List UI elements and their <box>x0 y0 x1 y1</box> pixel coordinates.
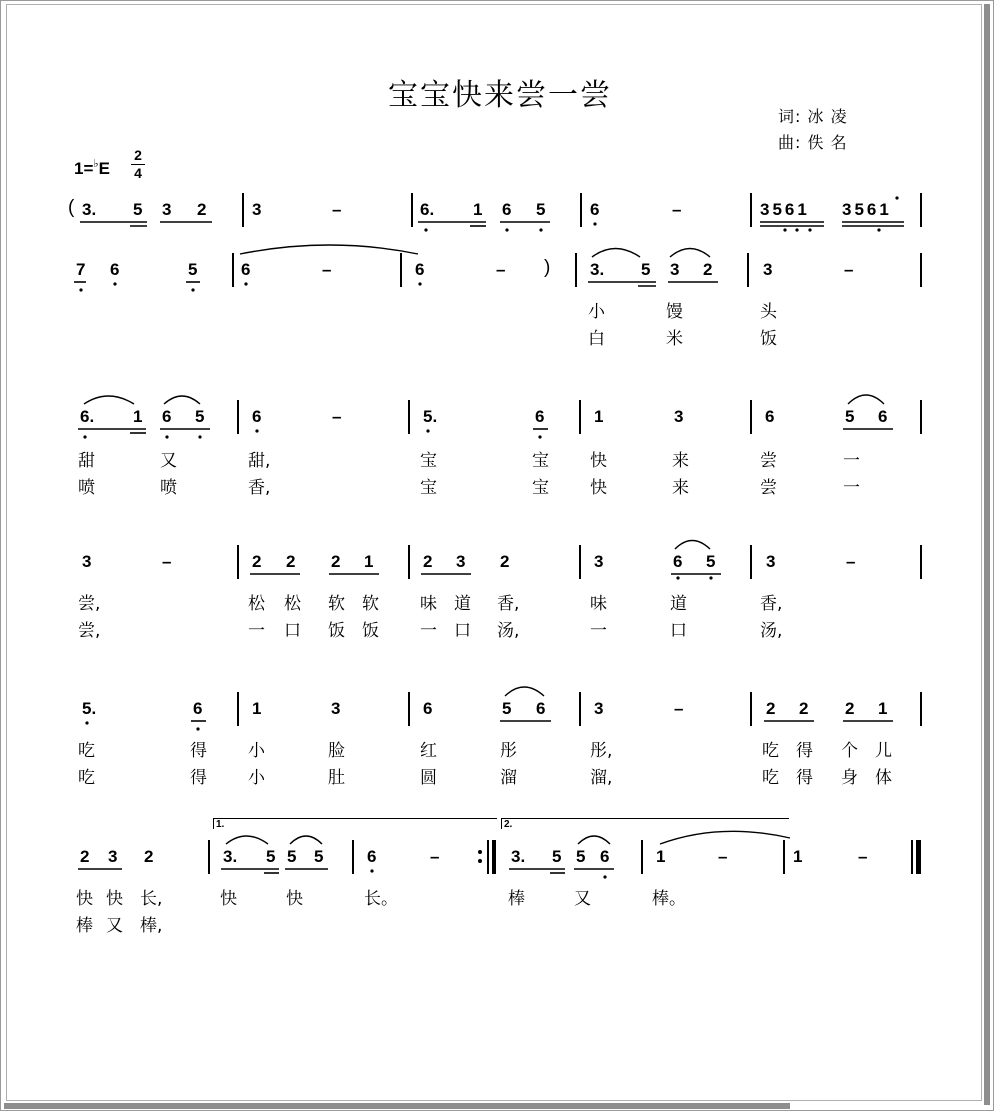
octave-dots <box>79 196 898 878</box>
lyric: 小 <box>588 302 605 322</box>
note: 3. <box>82 200 97 219</box>
lyric: 一 <box>843 451 860 471</box>
meter-top: 2 <box>134 147 142 163</box>
note: 3 <box>252 200 262 219</box>
dash: – <box>674 699 684 718</box>
lyric: 一 <box>590 621 607 641</box>
note: 5 <box>266 847 276 866</box>
lyric: 小 <box>248 741 265 761</box>
lyric: 甜 <box>78 451 95 471</box>
volta-2-label: 2. <box>504 819 513 830</box>
lyric: 身 <box>841 768 858 788</box>
note: 3. <box>511 847 526 866</box>
note: 3 <box>763 260 773 279</box>
note: 6 <box>673 552 683 571</box>
lyric: 白 <box>588 329 605 349</box>
lyric: 宝 <box>532 451 549 471</box>
note: 5 <box>576 847 586 866</box>
lyric: 喷 <box>160 478 177 498</box>
note: 6 <box>878 407 888 426</box>
lyric: 个 <box>841 741 858 761</box>
dash: – <box>718 847 728 866</box>
note: 5. <box>82 699 97 718</box>
note: 6 <box>535 407 545 426</box>
lyric: 宝 <box>420 451 437 471</box>
lyric: 馒 <box>666 302 683 322</box>
note-group: 3561 <box>842 200 892 219</box>
note: 5 <box>188 260 198 279</box>
note-group: 3561 <box>760 200 810 219</box>
lyric: 松 <box>284 594 301 614</box>
lyric: 快 <box>106 889 123 909</box>
note: 2 <box>845 699 855 718</box>
note: 6 <box>415 260 425 279</box>
note: 3 <box>674 407 684 426</box>
lyric: 尝 <box>760 451 777 471</box>
lyric: 道 <box>454 594 471 614</box>
note: 1 <box>594 407 604 426</box>
note: 6 <box>765 407 775 426</box>
note: 2 <box>144 847 154 866</box>
lyric: 小 <box>248 768 265 788</box>
lyric: 味 <box>420 594 437 614</box>
slurs <box>84 245 884 844</box>
lyric: 长, <box>140 889 163 909</box>
note: 3 <box>162 200 172 219</box>
lyric: 得 <box>190 768 207 788</box>
flat-sign: ♭ <box>93 158 99 170</box>
note: 1 <box>473 200 483 219</box>
dash: – <box>496 260 506 279</box>
note: 6 <box>536 699 546 718</box>
lyric: 又 <box>574 889 591 909</box>
dash: – <box>332 407 342 426</box>
dash: – <box>672 200 682 219</box>
lyric: 道 <box>670 594 687 614</box>
note: 1 <box>793 847 803 866</box>
lyric: 红 <box>420 741 437 761</box>
note: 6 <box>241 260 251 279</box>
note: 1 <box>364 552 374 571</box>
note: 6 <box>162 407 172 426</box>
volta-1-label: 1. <box>216 819 225 830</box>
note: 2 <box>766 699 776 718</box>
dash: – <box>846 552 856 571</box>
lyric: 脸 <box>328 741 345 761</box>
lyric: 喷 <box>78 478 95 498</box>
lyric: 肚 <box>328 768 345 788</box>
dash: – <box>162 552 172 571</box>
key-prefix: 1= <box>74 159 94 178</box>
lyric: 来 <box>672 451 689 471</box>
note: 3 <box>108 847 118 866</box>
note: 6. <box>80 407 95 426</box>
lyric: 尝 <box>760 478 777 498</box>
lyric: 甜, <box>248 451 271 471</box>
lyric: 松 <box>248 594 265 614</box>
open-paren: ( <box>68 197 75 218</box>
note: 5. <box>423 407 438 426</box>
lyric: 头 <box>760 302 777 322</box>
lyric: 一 <box>843 478 860 498</box>
dash: – <box>332 200 342 219</box>
note: 6 <box>110 260 120 279</box>
note: 5 <box>314 847 324 866</box>
lyricist-credit: 词: 冰 凌 <box>778 107 848 126</box>
lyric: 儿 <box>875 741 892 761</box>
note: 5 <box>195 407 205 426</box>
lyric: 软 <box>328 594 345 614</box>
lyric: 口 <box>284 621 301 641</box>
lyric: 饭 <box>760 329 777 349</box>
lyric: 快 <box>590 451 607 471</box>
lyric: 快 <box>286 889 303 909</box>
lyric: 汤, <box>497 621 520 641</box>
meter-bottom: 4 <box>134 165 142 181</box>
lyric: 吃 <box>78 741 95 761</box>
lyric: 口 <box>454 621 471 641</box>
note: 6 <box>590 200 600 219</box>
note: 6 <box>502 200 512 219</box>
lyric: 彤, <box>590 741 613 761</box>
dash: – <box>844 260 854 279</box>
lyric: 香, <box>497 594 520 614</box>
lyric: 快 <box>220 889 237 909</box>
lyric: 味 <box>590 594 607 614</box>
note: 6 <box>252 407 262 426</box>
beams <box>74 222 904 873</box>
note: 2 <box>252 552 262 571</box>
dash: – <box>322 260 332 279</box>
note: 2 <box>423 552 433 571</box>
song-title: 宝宝快来尝一尝 <box>388 78 612 113</box>
lyric: 快 <box>76 889 99 909</box>
note: 6 <box>423 699 433 718</box>
lyric: 尝, <box>78 621 101 641</box>
lyric: 来 <box>672 478 689 498</box>
lyric: 得 <box>796 741 813 761</box>
lyric: 软 <box>362 594 379 614</box>
lyric: 棒。 <box>652 889 686 909</box>
note: 3 <box>331 699 341 718</box>
note: 5 <box>287 847 297 866</box>
lyric: 又 <box>106 916 123 936</box>
note: 6 <box>367 847 377 866</box>
note: 5 <box>536 200 546 219</box>
lyric: 吃 <box>762 768 779 788</box>
lyric: 尝, <box>78 594 101 614</box>
note: 2 <box>331 552 341 571</box>
note: 5 <box>502 699 512 718</box>
note: 3 <box>670 260 680 279</box>
dash: – <box>430 847 440 866</box>
note: 5 <box>552 847 562 866</box>
note: 1 <box>878 699 888 718</box>
lyric: 宝 <box>420 478 437 498</box>
lyric: 体 <box>875 768 892 788</box>
note: 3. <box>590 260 605 279</box>
note: 3. <box>223 847 238 866</box>
note: 2 <box>197 200 207 219</box>
note: 2 <box>799 699 809 718</box>
note: 7 <box>76 260 86 279</box>
lyric: 长。 <box>364 889 398 909</box>
lyric: 棒 <box>508 889 525 909</box>
lyric: 吃 <box>762 741 779 761</box>
note: 6. <box>420 200 435 219</box>
lyric: 香, <box>760 594 783 614</box>
note: 6 <box>600 847 610 866</box>
lyric: 口 <box>670 621 687 641</box>
lyric: 得 <box>796 768 813 788</box>
composer-credit: 曲: 佚 名 <box>778 133 848 152</box>
note: 5 <box>641 260 651 279</box>
note: 2 <box>286 552 296 571</box>
lyric: 吃 <box>78 768 95 788</box>
note: 3 <box>456 552 466 571</box>
lyric: 棒 <box>76 916 93 936</box>
note: 5 <box>133 200 143 219</box>
lyric: 溜, <box>590 768 613 788</box>
lyric: 香, <box>248 478 271 498</box>
note: 6 <box>193 699 203 718</box>
note: 1 <box>656 847 666 866</box>
lyric: 饭 <box>362 621 379 641</box>
note: 2 <box>80 847 90 866</box>
lyric: 得 <box>190 741 207 761</box>
lyric: 米 <box>666 329 683 349</box>
lyric: 饭 <box>328 621 345 641</box>
lyric: 汤, <box>760 621 783 641</box>
lyric: 溜 <box>500 768 517 788</box>
note: 2 <box>703 260 713 279</box>
note: 3 <box>766 552 776 571</box>
lyric: 又 <box>160 451 177 471</box>
note: 2 <box>500 552 510 571</box>
note: 3 <box>594 699 604 718</box>
lyric: 快 <box>590 478 607 498</box>
close-paren: ) <box>544 257 551 278</box>
note: 5 <box>706 552 716 571</box>
note: 1 <box>133 407 143 426</box>
key-note: E <box>98 159 110 178</box>
lyric: 一 <box>248 621 265 641</box>
lyric: 一 <box>420 621 437 641</box>
note: 3 <box>594 552 604 571</box>
dash: – <box>858 847 868 866</box>
lyric: 宝 <box>532 478 549 498</box>
lyric: 彤 <box>500 741 517 761</box>
note: 3 <box>82 552 92 571</box>
lyric: 圆 <box>420 768 437 788</box>
note: 1 <box>252 699 262 718</box>
lyric: 棒, <box>140 916 163 936</box>
note: 5 <box>845 407 855 426</box>
